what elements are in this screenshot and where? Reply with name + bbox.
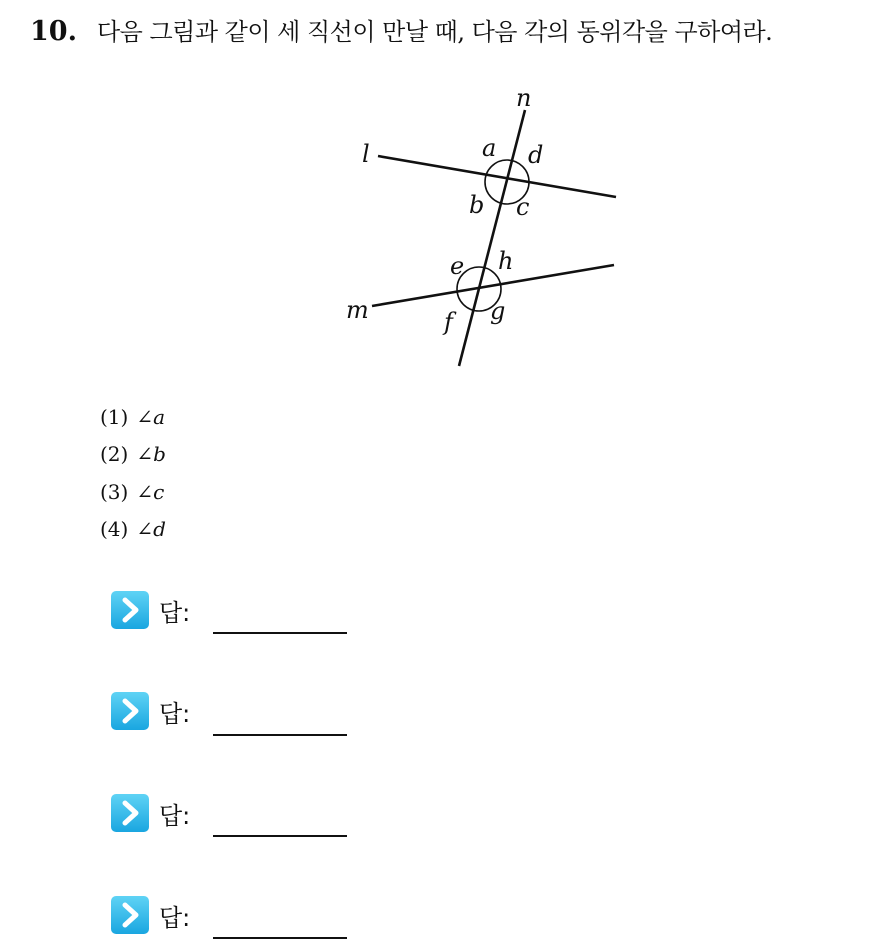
label-h: h (498, 247, 514, 275)
answer-row (111, 591, 190, 629)
answer-blank[interactable] (213, 734, 347, 736)
answer-label: 답: (159, 598, 191, 627)
answer-blank[interactable] (213, 937, 347, 939)
sub-question (100, 398, 166, 436)
angle-name: b (153, 442, 166, 467)
answer-row (111, 794, 190, 832)
sub-question-number: (4) (100, 517, 129, 542)
question-header (30, 12, 772, 47)
label-f: f (444, 308, 453, 336)
angle-name: d (153, 517, 166, 542)
sub-question-number: (2) (100, 442, 129, 467)
answer-label: 답: (159, 699, 191, 728)
label-g: g (490, 297, 506, 325)
answer-row (111, 896, 190, 934)
chevron-right-icon (111, 896, 149, 934)
sub-question-list (100, 398, 166, 548)
sub-question (100, 511, 166, 549)
label-n: n (516, 84, 532, 112)
angle-symbol: ∠ (136, 517, 154, 542)
question-number: 10. (30, 16, 77, 47)
angle-symbol: ∠ (136, 479, 154, 504)
answer-label: 답: (159, 801, 191, 830)
answer-blank[interactable] (213, 835, 347, 837)
label-e: e (450, 252, 465, 280)
sub-question-number: (1) (100, 404, 129, 429)
figure-svg (320, 78, 640, 378)
sub-question (100, 436, 166, 474)
figure-three-lines (320, 78, 640, 382)
label-l: l (362, 140, 370, 168)
sub-question (100, 473, 166, 511)
angle-symbol: ∠ (136, 404, 154, 429)
answer-label: 답: (159, 903, 191, 932)
label-a: a (482, 134, 497, 162)
answer-blank[interactable] (213, 632, 347, 634)
label-b: b (469, 191, 485, 219)
question-text: 다음 그림과 같이 세 직선이 만날 때, 다음 각의 동위각을 구하여라. (96, 18, 773, 46)
sub-question-number: (3) (100, 479, 129, 504)
chevron-right-icon (111, 692, 149, 730)
angle-name: c (153, 479, 165, 504)
angle-symbol: ∠ (136, 442, 154, 467)
label-d: d (528, 141, 544, 169)
label-m: m (346, 296, 369, 324)
label-c: c (516, 193, 530, 221)
chevron-right-icon (111, 794, 149, 832)
angle-name: a (153, 404, 166, 429)
answer-row (111, 692, 190, 730)
chevron-right-icon (111, 591, 149, 629)
